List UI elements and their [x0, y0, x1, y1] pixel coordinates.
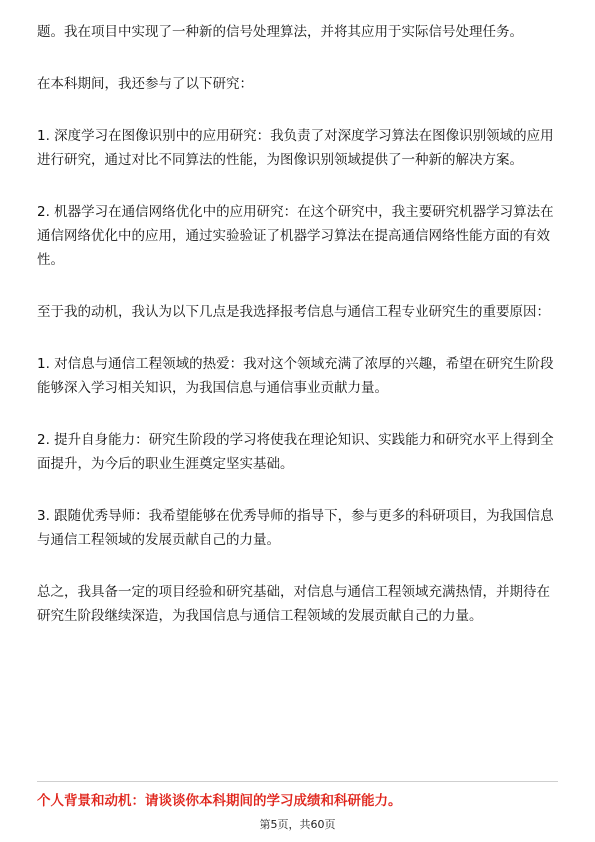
paragraph-research-machine-learning: 2. 机器学习在通信网络优化中的应用研究：在这个研究中，我主要研究机器学习算法在通信网络优化中的应用，通过实验验证了机器学习算法在提高通信网络性能方面的有效性。	[37, 204, 554, 268]
paragraph-signal-processing: 题。我在项目中实现了一种新的信号处理算法，并将其应用于实际信号处理任务。	[37, 24, 523, 40]
paragraph-motivation-ability: 2. 提升自身能力：研究生阶段的学习将使我在理论知识、实践能力和研究水平上得到全面提升，为今后的职业生涯奠定坚实基础。	[37, 432, 554, 472]
paragraph-motivation-passion: 1. 对信息与通信工程领域的热爱：我对这个领域充满了浓厚的兴趣，希望在研究生阶段能够深入学习相关知识，为我国信息与通信事业贡献力量。	[37, 356, 554, 396]
paragraph-motivation-intro: 至于我的动机，我认为以下几点是我选择报考信息与通信工程专业研究生的重要原因：	[37, 304, 550, 320]
paragraph-summary: 总之，我具备一定的项目经验和研究基础，对信息与通信工程领域充满热情，并期待在研究生阶段继续深造，为我国信息与通信工程领域的发展贡献自己的力量。	[37, 584, 550, 624]
footer-divider	[37, 781, 558, 782]
page-number: 第5页，共60页	[259, 818, 336, 831]
interview-question: 个人背景和动机：请谈谈你本科期间的学习成绩和科研能力。	[37, 793, 402, 809]
paragraph-research-deep-learning: 1. 深度学习在图像识别中的应用研究：我负责了对深度学习算法在图像识别领域的应用进行研究，通过对比不同算法的性能，为图像识别领域提供了一种新的解决方案。	[37, 128, 554, 168]
paragraph-research-intro: 在本科期间，我还参与了以下研究：	[37, 76, 253, 92]
document-body	[37, 20, 558, 656]
paragraph-motivation-mentor: 3. 跟随优秀导师：我希望能够在优秀导师的指导下，参与更多的科研项目，为我国信息与通信工程领域的发展贡献自己的力量。	[37, 508, 554, 548]
